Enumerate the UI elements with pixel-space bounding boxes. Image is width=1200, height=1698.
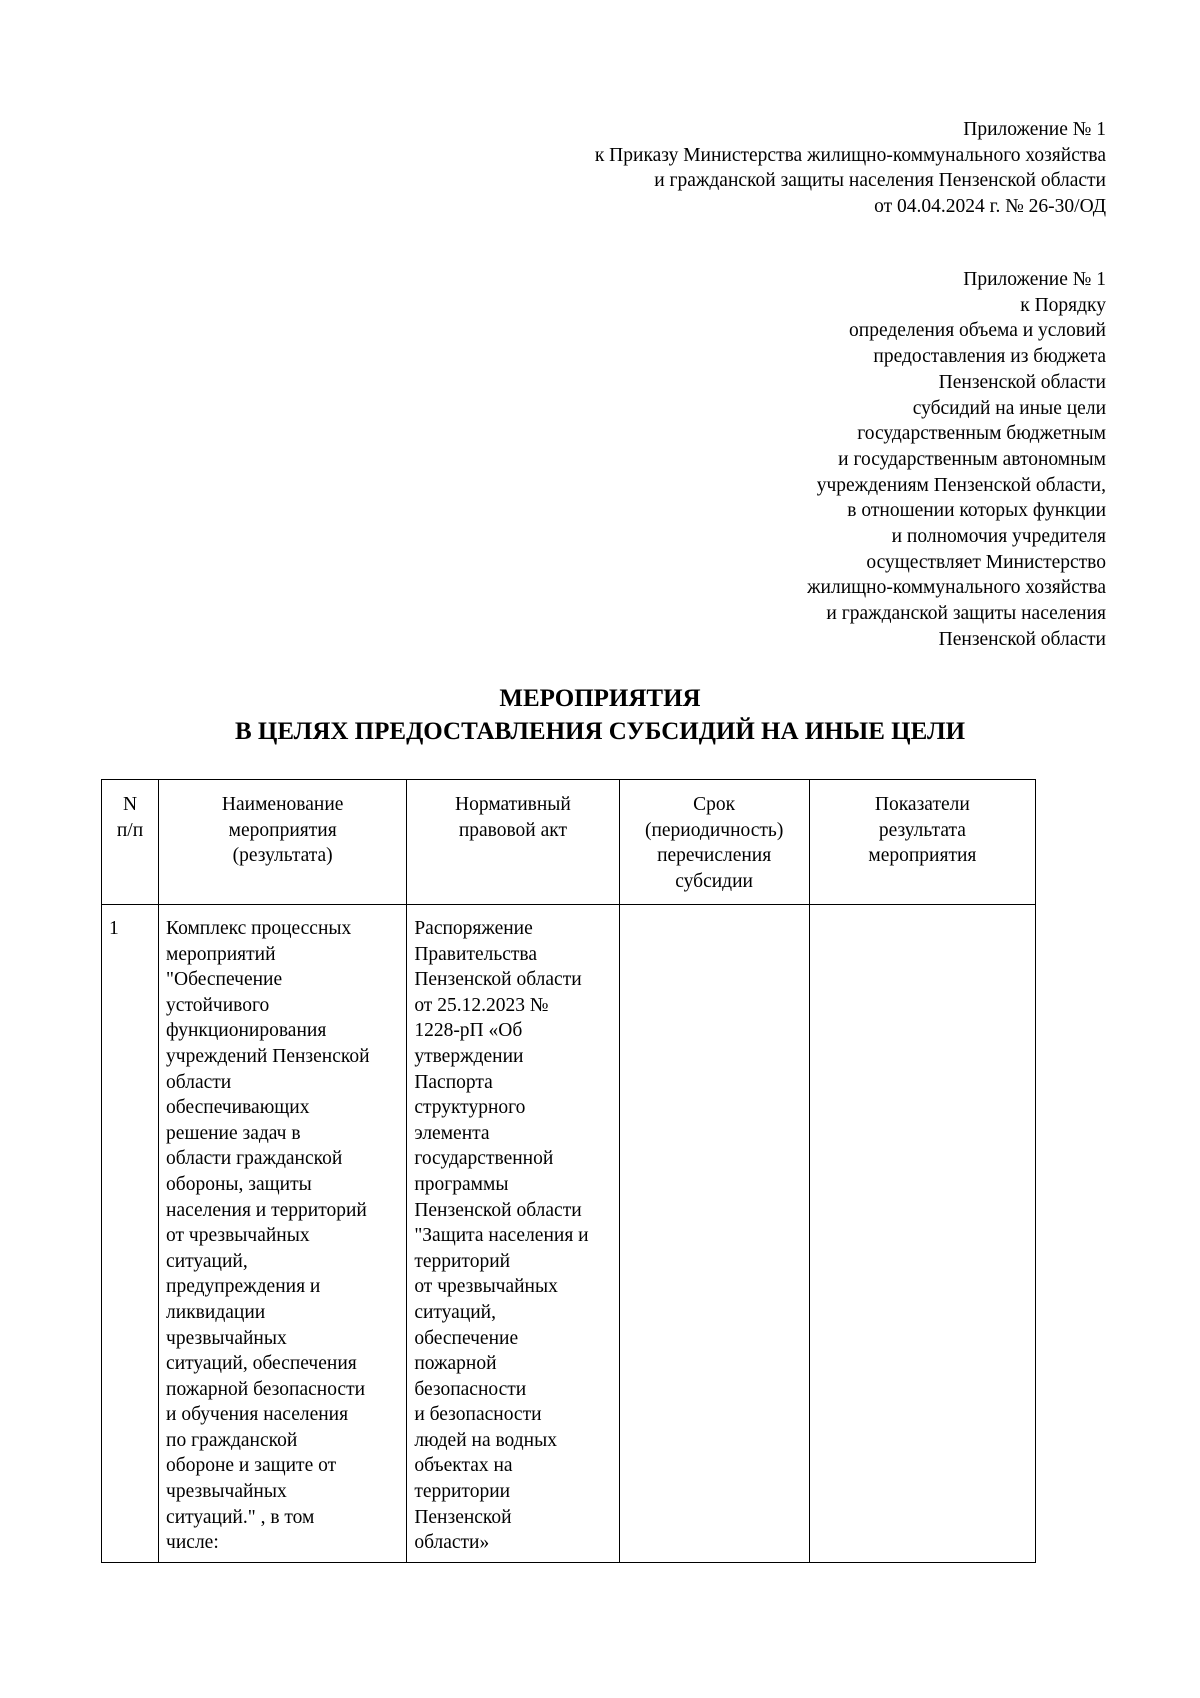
cell-text-line: утверждении xyxy=(414,1045,524,1067)
header-line: к Порядку xyxy=(1020,294,1106,316)
header-line: Пензенской области xyxy=(938,371,1106,393)
header-line: и гражданской защиты населения Пензенской области xyxy=(654,170,1106,192)
header-line: к Приказу Министерства жилищно-коммунального хозяйства xyxy=(594,144,1106,166)
header-text: мероприятия xyxy=(868,845,977,867)
header-text: (периодичность) xyxy=(644,819,784,841)
cell-text-line: обороне и защите от xyxy=(166,1455,337,1477)
header-line: предоставления из бюджета xyxy=(873,346,1106,368)
header-line: жилищно-коммунального хозяйства xyxy=(807,577,1106,599)
cell-text-line: числе: xyxy=(166,1532,219,1554)
cell-text-line: Паспорта xyxy=(414,1071,493,1093)
header-line: Пензенской области xyxy=(938,628,1106,650)
cell-number: 1 xyxy=(102,905,159,1563)
header-line: Приложение № 1 xyxy=(963,119,1106,140)
header-text: субсидии xyxy=(675,870,753,892)
header-cell-number xyxy=(102,780,159,905)
table-row xyxy=(102,905,1036,1563)
header-cell-period xyxy=(619,780,809,905)
table-header-row xyxy=(102,780,1036,905)
cell-text-line: обеспечение xyxy=(414,1327,519,1349)
cell-text-line: ситуаций, обеспечения xyxy=(166,1353,357,1375)
cell-text-line: территории xyxy=(414,1481,511,1503)
cell-text-line: и безопасности xyxy=(414,1404,542,1426)
header-text: перечисления xyxy=(657,845,772,867)
cell-text-line: области» xyxy=(414,1532,490,1554)
cell-text-line: и обучения населения xyxy=(166,1404,349,1426)
header-line: в отношении которых функции xyxy=(847,500,1106,522)
header-text: Показатели xyxy=(874,794,970,815)
cell-text-line: обеспечивающих xyxy=(166,1097,310,1119)
measures-table xyxy=(101,779,1036,1563)
header-text: правовой акт xyxy=(458,819,568,841)
cell-text-line: Распоряжение xyxy=(414,918,533,939)
cell-text-line: безопасности xyxy=(414,1378,527,1400)
cell-text-line: "Обеспечение xyxy=(166,969,283,991)
header-text: N xyxy=(122,794,138,815)
header-line: и полномочия учредителя xyxy=(891,526,1106,548)
cell-text-line: предупреждения и xyxy=(166,1276,321,1298)
cell-text-line: обороны, защиты xyxy=(166,1173,312,1195)
header-text: (результата) xyxy=(232,845,333,867)
cell-text-line: Пензенской области xyxy=(414,969,582,991)
cell-text-line: учреждений Пензенской xyxy=(166,1045,370,1067)
cell-text-line: мероприятий xyxy=(166,943,276,965)
cell-text-line: устойчивого xyxy=(166,994,270,1016)
cell-text-line: ситуаций, xyxy=(166,1250,248,1272)
cell-text-line: 1228-рП «Об xyxy=(414,1020,523,1042)
cell-text-line: Пензенской xyxy=(414,1506,512,1528)
cell-period xyxy=(619,905,809,1563)
appendix-order-header xyxy=(595,117,1106,220)
cell-text-line: Пензенской области xyxy=(414,1199,582,1221)
header-line: учреждениям Пензенской области, xyxy=(816,474,1106,496)
cell-text-line: государственной xyxy=(414,1148,554,1170)
cell-text-line: по гражданской xyxy=(166,1429,298,1451)
header-line: государственным бюджетным xyxy=(857,423,1106,445)
header-line: определения объема и условий xyxy=(849,320,1106,342)
title-line: В ЦЕЛЯХ ПРЕДОСТАВЛЕНИЯ СУБСИДИЙ НА ИНЫЕ ЦЕЛИ xyxy=(234,718,966,745)
cell-text-line: элемента xyxy=(414,1122,490,1144)
document-title xyxy=(0,682,1200,748)
cell-text-line: от 25.12.2023 № xyxy=(414,994,549,1016)
cell-text-line: Правительства xyxy=(414,943,538,965)
cell-text-line: пожарной xyxy=(414,1353,497,1375)
cell-text-line: людей на водных xyxy=(414,1429,557,1451)
cell-act xyxy=(407,905,619,1563)
header-cell-indicators xyxy=(809,780,1035,905)
header-text: Срок xyxy=(693,794,736,815)
cell-text-line: от чрезвычайных xyxy=(414,1276,558,1298)
cell-text-line: чрезвычайных xyxy=(166,1481,287,1503)
cell-text-line: "Защита населения и xyxy=(414,1225,589,1247)
appendix-procedure-header xyxy=(807,267,1106,653)
cell-text-line: области xyxy=(166,1071,232,1093)
title-line: МЕРОПРИЯТИЯ xyxy=(499,685,701,712)
header-line: от 04.04.2024 г. № 26-30/ОД xyxy=(874,196,1106,218)
header-line: субсидий на иные цели xyxy=(912,397,1106,419)
cell-text-line: ситуаций, xyxy=(414,1301,496,1323)
cell-text-line: решение задач в xyxy=(166,1122,301,1144)
cell-name xyxy=(159,905,407,1563)
cell-text-line: структурного xyxy=(414,1097,526,1119)
header-cell-name xyxy=(159,780,407,905)
header-text: мероприятия xyxy=(228,819,337,841)
header-text: результата xyxy=(878,819,966,841)
header-line: и государственным автономным xyxy=(838,448,1106,470)
cell-text-line: от чрезвычайных xyxy=(166,1225,310,1247)
cell-text-line: Комплекс процессных xyxy=(166,918,352,939)
cell-text-line: области гражданской xyxy=(166,1148,343,1170)
cell-text-line: чрезвычайных xyxy=(166,1327,287,1349)
cell-text-line: функционирования xyxy=(166,1020,327,1042)
cell-text-line: пожарной безопасности xyxy=(166,1378,366,1400)
cell-text-line: ликвидации xyxy=(166,1301,266,1323)
cell-text-line: программы xyxy=(414,1173,509,1195)
header-line: и гражданской защиты населения xyxy=(826,603,1106,625)
header-text: п/п xyxy=(116,819,144,841)
cell-text-line: территорий xyxy=(414,1250,511,1272)
header-cell-act xyxy=(407,780,619,905)
cell-indicators xyxy=(809,905,1035,1563)
header-line: осуществляет Министерство xyxy=(866,551,1106,573)
cell-text-line: объектах на xyxy=(414,1455,513,1477)
header-text: Нормативный xyxy=(455,794,571,815)
header-line: Приложение № 1 xyxy=(963,269,1106,290)
header-text: Наименование xyxy=(221,794,344,815)
cell-text-line: населения и территорий xyxy=(166,1199,367,1221)
cell-text-line: ситуаций." , в том xyxy=(166,1506,315,1528)
